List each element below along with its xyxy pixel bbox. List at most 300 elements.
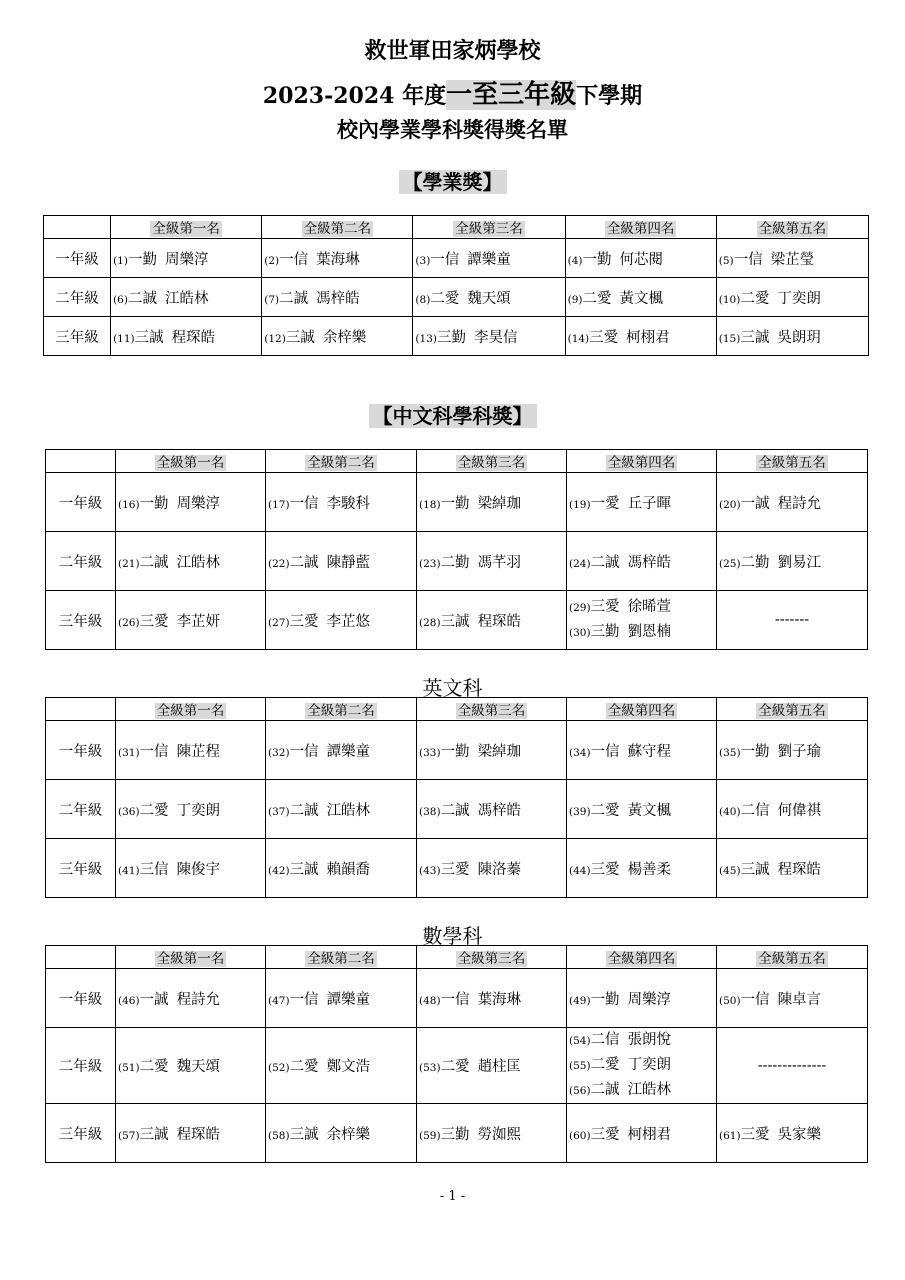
award-cell [716,278,868,317]
winner-name: 李芷妍 [176,613,221,630]
winner-class: 二愛 [440,1059,470,1075]
winner-class: 一誠 [740,495,770,512]
year-title [0,74,905,111]
winner-number: (7) [264,293,280,306]
winner-number: (4) [567,254,583,267]
winner-name: 丘子暉 [627,495,672,512]
table-row [46,780,868,839]
column-header [716,216,868,239]
winner-number: (48) [419,994,441,1007]
column-header-label: 全級第五名 [758,221,827,237]
grade-label: 三年級 [46,591,116,650]
winner-number: (61) [719,1129,741,1142]
table-header-row [46,698,868,721]
winner-number: (13) [415,332,437,345]
chinese-award-table [45,449,868,650]
winner-name: 江皓林 [164,290,209,307]
winner-number: (1) [113,254,128,267]
award-winner [569,1028,714,1053]
winner-class: 三愛 [440,861,470,878]
winner-number: (40) [719,805,741,818]
grade-label: 三年級 [46,1104,116,1163]
winner-name: 馮梓皓 [627,554,672,571]
award-cell [716,239,868,278]
table-row [46,839,868,898]
winner-name: 程詩允 [777,495,822,512]
grade-label: 二年級 [46,1028,116,1104]
award-cell [717,721,868,780]
award-winner [118,492,263,513]
award-winner [419,858,564,879]
column-header-label: 全級第四名 [607,951,676,967]
table-row [46,532,868,591]
winner-number: (23) [419,557,441,570]
award-cell [266,721,417,780]
winner-name: 陳芷程 [176,743,221,760]
award-cell [717,1104,868,1163]
award-cell [567,591,717,650]
award-cell [116,721,266,780]
award-winner [268,858,414,879]
winner-name: 陳卓言 [777,991,822,1008]
winner-name: 楊善柔 [627,861,672,878]
empty-rank-placeholder: -------------- [717,1028,868,1104]
award-winner [569,620,714,645]
column-header [417,946,567,969]
winner-number: (56) [569,1085,591,1097]
award-cell [116,591,266,650]
award-cell [413,317,565,356]
award-winner [569,988,714,1009]
winner-number: (5) [718,254,734,267]
table-header-row [44,216,869,239]
award-winner [118,551,263,572]
grade-label: 一年級 [46,473,116,532]
winner-name: 何芯閱 [619,251,663,268]
award-winner [419,492,564,513]
winner-class: 二誠 [279,290,309,307]
award-winner [268,988,414,1009]
award-cell [417,1028,567,1104]
column-header [116,450,266,473]
winner-number: (50) [719,994,741,1007]
corner-cell [44,216,111,239]
column-header-label: 全級第四名 [607,455,676,471]
winner-name: 程琛皓 [777,861,822,878]
column-header [262,216,413,239]
winner-number: (44) [569,864,591,877]
table-header-row [46,450,868,473]
award-cell [116,1028,266,1104]
winner-name: 丁奕朗 [777,290,821,307]
column-header-label: 全級第一名 [156,703,225,719]
column-header-label: 全級第三名 [457,703,526,719]
winner-number: (22) [268,557,290,570]
winner-class: 一信 [289,495,319,512]
winner-number: (2) [264,254,280,267]
award-cell [266,839,417,898]
winner-number: (19) [569,498,591,511]
winner-class: 二愛 [590,1057,620,1073]
column-header-label: 全級第五名 [758,951,826,967]
academic-award-table [43,215,869,356]
section-heading: 【學業獎】 [399,170,507,194]
award-cell [413,239,565,278]
award-winner [118,799,263,820]
winner-number: (55) [569,1060,591,1072]
section-heading: 英文科 [422,676,483,700]
table-row [44,278,869,317]
winner-number: (54) [569,1035,591,1047]
winner-class: 一勤 [582,251,612,268]
award-winner [264,248,410,269]
winner-name: 賴韻喬 [326,861,371,878]
winner-class: 三誠 [285,329,315,346]
grades-highlight: 一至三年級 [446,80,577,110]
column-header [567,946,717,969]
award-winner [113,326,259,347]
award-cell [417,721,567,780]
grade-label: 三年級 [44,317,111,356]
award-winner [719,799,865,820]
winner-name: 吳朗玥 [777,329,821,346]
award-winner [719,988,865,1009]
award-cell [417,532,567,591]
winner-number: (31) [118,746,140,759]
winner-number: (36) [118,805,140,818]
winner-number: (20) [719,498,741,511]
column-header-label: 全級第三名 [455,221,523,237]
winner-class: 三愛 [590,1126,620,1143]
winner-name: 黃文楓 [619,290,663,307]
award-cell [262,317,413,356]
column-header [111,216,262,239]
award-cell [262,239,413,278]
award-winner [719,492,865,513]
award-cell [417,780,567,839]
award-cell [413,278,565,317]
award-cell [111,317,262,356]
award-cell [567,721,717,780]
award-winner [419,1123,564,1144]
winner-number: (21) [118,557,140,570]
award-winner [268,1123,414,1144]
winner-name: 劉子瑜 [777,743,822,760]
table-row [46,473,868,532]
award-cell [266,473,417,532]
school-name: 救世軍田家炳學校 [364,38,541,64]
award-winner [569,740,714,761]
winner-number: (24) [569,557,591,570]
winner-class: 三誠 [740,861,770,878]
winner-number: (15) [718,332,741,345]
winner-number: (46) [118,994,140,1007]
column-header [116,698,266,721]
award-cell [111,278,262,317]
column-header-label: 全級第三名 [457,455,526,471]
column-header-label: 全級第二名 [307,951,375,967]
winner-name: 劉恩楠 [627,624,672,640]
winner-class: 三勤 [436,329,466,346]
winner-number: (52) [268,1062,290,1074]
column-header [567,450,717,473]
winner-number: (25) [719,557,741,570]
award-winner [118,1123,263,1144]
page-number: - 1 - [439,1189,466,1204]
winner-class: 二愛 [582,290,612,307]
winner-name: 葉海琳 [316,251,360,268]
award-winner [719,740,865,761]
award-cell [266,591,417,650]
award-cell [717,473,868,532]
grade-label: 二年級 [46,532,116,591]
award-cell [266,532,417,591]
winner-number: (18) [419,498,441,511]
winner-name: 葉海琳 [477,991,522,1008]
winner-name: 陳洛蓁 [477,861,522,878]
table-row [46,969,868,1028]
winner-name: 柯栩君 [626,329,670,346]
winner-class: 二愛 [289,1059,319,1075]
grade-label: 一年級 [44,239,111,278]
award-winner [569,799,714,820]
winner-name: 譚樂童 [326,743,371,760]
winner-number: (26) [118,616,140,629]
winner-number: (41) [118,864,140,877]
award-cell [717,969,868,1028]
winner-class: 三愛 [590,861,620,878]
winner-class: 一勤 [740,743,770,760]
winner-name: 魏天頌 [176,1059,221,1075]
winner-name: 江皓林 [627,1082,672,1098]
award-winner [118,1055,263,1076]
winner-class: 三誠 [139,1126,169,1143]
column-header [717,698,868,721]
column-header-label: 全級第四名 [606,221,675,237]
column-header [266,698,417,721]
winner-class: 一信 [740,991,770,1008]
winner-name: 余梓樂 [322,329,367,346]
winner-name: 周樂淳 [164,251,209,268]
column-header [417,698,567,721]
award-cell [266,1028,417,1104]
winner-name: 趙柱匡 [477,1059,522,1075]
winner-number: (51) [118,1062,140,1074]
award-winner [268,1055,414,1076]
winner-class: 一信 [733,251,763,268]
award-winner [268,551,414,572]
winner-name: 馮梓皓 [477,802,522,819]
winner-class: 二愛 [430,290,460,307]
column-header [417,450,567,473]
award-winner [719,287,866,308]
award-winner [264,326,410,347]
award-winner [569,492,714,513]
winner-name: 譚樂童 [467,251,511,268]
winner-class: 三勤 [440,1126,470,1143]
winner-name: 譚樂童 [326,991,371,1008]
winner-name: 吳家樂 [777,1126,822,1143]
award-cell [567,969,717,1028]
award-winner [568,248,714,269]
column-header-label: 全級第一名 [156,455,225,471]
column-header-label: 全級第二名 [307,455,375,471]
column-header [567,698,717,721]
award-winner [419,740,564,761]
award-cell [116,780,266,839]
winner-number: (37) [268,805,290,818]
award-winner [419,551,564,572]
winner-number: (59) [419,1129,441,1142]
math-award-table [45,945,868,1163]
award-cell [116,969,266,1028]
winner-class: 一信 [430,251,460,268]
winner-name: 柯栩君 [627,1126,672,1143]
column-header-label: 全級第三名 [457,951,526,967]
column-header [717,450,868,473]
award-winner [568,287,714,308]
award-cell [567,532,717,591]
award-winner [419,610,564,631]
winner-name: 余梓樂 [326,1126,371,1143]
winner-number: (45) [719,864,741,877]
column-header-label: 全級第一名 [152,221,220,237]
winner-class: 二愛 [139,1059,169,1075]
empty-rank-placeholder: ------- [717,591,868,650]
column-header [565,216,716,239]
winner-number: (57) [118,1129,140,1142]
winner-number: (33) [419,746,441,759]
winner-number: (16) [118,498,140,511]
winner-class: 三誠 [134,329,164,346]
winner-number: (17) [268,498,290,511]
winner-class: 一誠 [139,991,169,1008]
winner-number: (30) [569,627,591,639]
winner-name: 張朗悅 [627,1032,672,1048]
grade-label: 二年級 [46,780,116,839]
award-cell [567,780,717,839]
winner-name: 馮芊羽 [477,554,522,571]
winner-number: (43) [419,864,441,877]
award-cell [266,969,417,1028]
column-header-label: 全級第二名 [307,703,375,719]
winner-class: 二誠 [440,802,470,819]
winner-number: (6) [113,293,128,306]
winner-class: 二信 [740,802,770,819]
award-winner [118,988,263,1009]
table-header-row [46,946,868,969]
winner-class: 一信 [139,743,169,760]
winner-class: 三誠 [289,1126,319,1143]
award-cell [567,839,717,898]
winner-class: 三愛 [139,613,169,630]
winner-class: 一信 [289,991,319,1008]
award-winner [719,326,866,347]
grade-label: 三年級 [46,839,116,898]
award-winner [569,1123,714,1144]
award-cell [262,278,413,317]
award-winner [569,595,714,620]
corner-cell [46,450,116,473]
award-cell [417,839,567,898]
award-winner [268,492,414,513]
winner-number: (3) [415,254,431,267]
award-cell [565,278,716,317]
column-header [717,946,868,969]
grade-label: 一年級 [46,721,116,780]
winner-name: 梁綽珈 [477,495,522,512]
winner-class: 三誠 [289,861,319,878]
award-winner [268,610,414,631]
winner-name: 徐晞萱 [627,599,672,615]
award-cell [417,969,567,1028]
winner-name: 丁奕朗 [176,802,221,819]
column-header [266,450,417,473]
award-winner [415,248,562,269]
winner-class: 一勤 [127,251,157,268]
winner-number: (34) [569,746,591,759]
section-heading: 數學科 [422,924,483,948]
winner-class: 二誠 [139,554,169,571]
winner-name: 黃文楓 [627,802,672,819]
table-row [46,591,868,650]
award-cell [116,473,266,532]
award-winner [419,1055,564,1076]
winner-class: 一勤 [440,495,470,512]
award-cell [565,317,716,356]
award-winner [118,858,263,879]
winner-number: (14) [567,332,590,345]
column-header-label: 全級第五名 [758,703,826,719]
winner-name: 鄭文浩 [326,1059,371,1075]
winner-number: (53) [419,1062,441,1074]
winner-class: 一信 [440,991,470,1008]
winner-number: (35) [719,746,741,759]
winner-name: 李昊信 [473,329,518,346]
column-header-label: 全級第一名 [156,951,225,967]
award-cell [717,839,868,898]
winner-class: 二勤 [740,554,770,571]
winner-class: 一信 [279,251,309,268]
award-winner [113,248,259,269]
winner-class: 一勤 [590,991,620,1008]
winner-number: (60) [569,1129,591,1142]
corner-cell [46,946,116,969]
winner-name: 程琛皓 [176,1126,221,1143]
winner-name: 周樂淳 [627,991,672,1008]
award-winner [568,326,714,347]
award-winner [264,287,410,308]
table-row [44,317,869,356]
section-title-academic [0,166,905,195]
award-winner [419,988,564,1009]
winner-name: 魏天頌 [467,290,511,307]
year-prefix: 2023-2024 年度 [262,83,447,109]
column-header-label: 全級第四名 [607,703,676,719]
winner-name: 程詩允 [176,991,221,1008]
winner-class: 三信 [139,861,169,878]
award-cell [565,239,716,278]
winner-name: 江皓林 [176,554,221,571]
winner-name: 蘇守程 [627,743,672,760]
award-winner [415,287,562,308]
winner-class: 三愛 [589,329,619,346]
winner-class: 二誠 [590,1082,620,1098]
column-header [116,946,266,969]
corner-cell [46,698,116,721]
winner-number: (42) [268,864,290,877]
award-winner [569,1078,714,1103]
